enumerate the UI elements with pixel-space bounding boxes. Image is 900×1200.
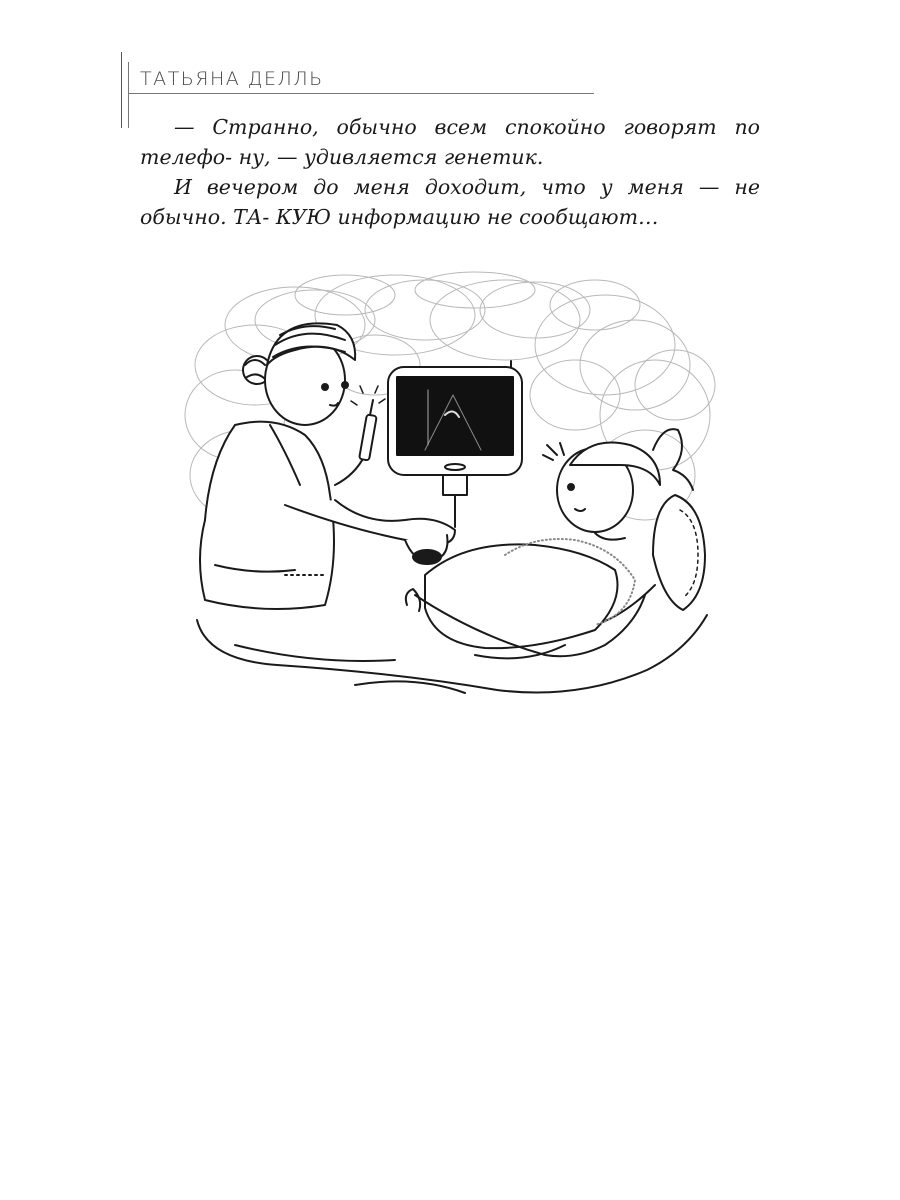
paragraph-2: И вечером до меня доходит, что у меня — не обычно. ТА- КУЮ информацию не сообщают… [140, 175, 760, 229]
paragraph-1: — Странно, обычно всем спокойно говорят по телефо- ну, — удивляется генетик. [140, 115, 760, 169]
header-horizontal-rule [128, 93, 594, 94]
body-text [140, 112, 760, 232]
ultrasound-monitor [388, 361, 522, 527]
header-vertical-rule [121, 52, 122, 128]
header-vertical-rule-inner [128, 62, 129, 128]
running-head-author: ТАТЬЯНА ДЕЛЛЬ [140, 68, 324, 90]
ultrasound-scene-illustration [175, 265, 735, 710]
pillow [653, 495, 705, 610]
